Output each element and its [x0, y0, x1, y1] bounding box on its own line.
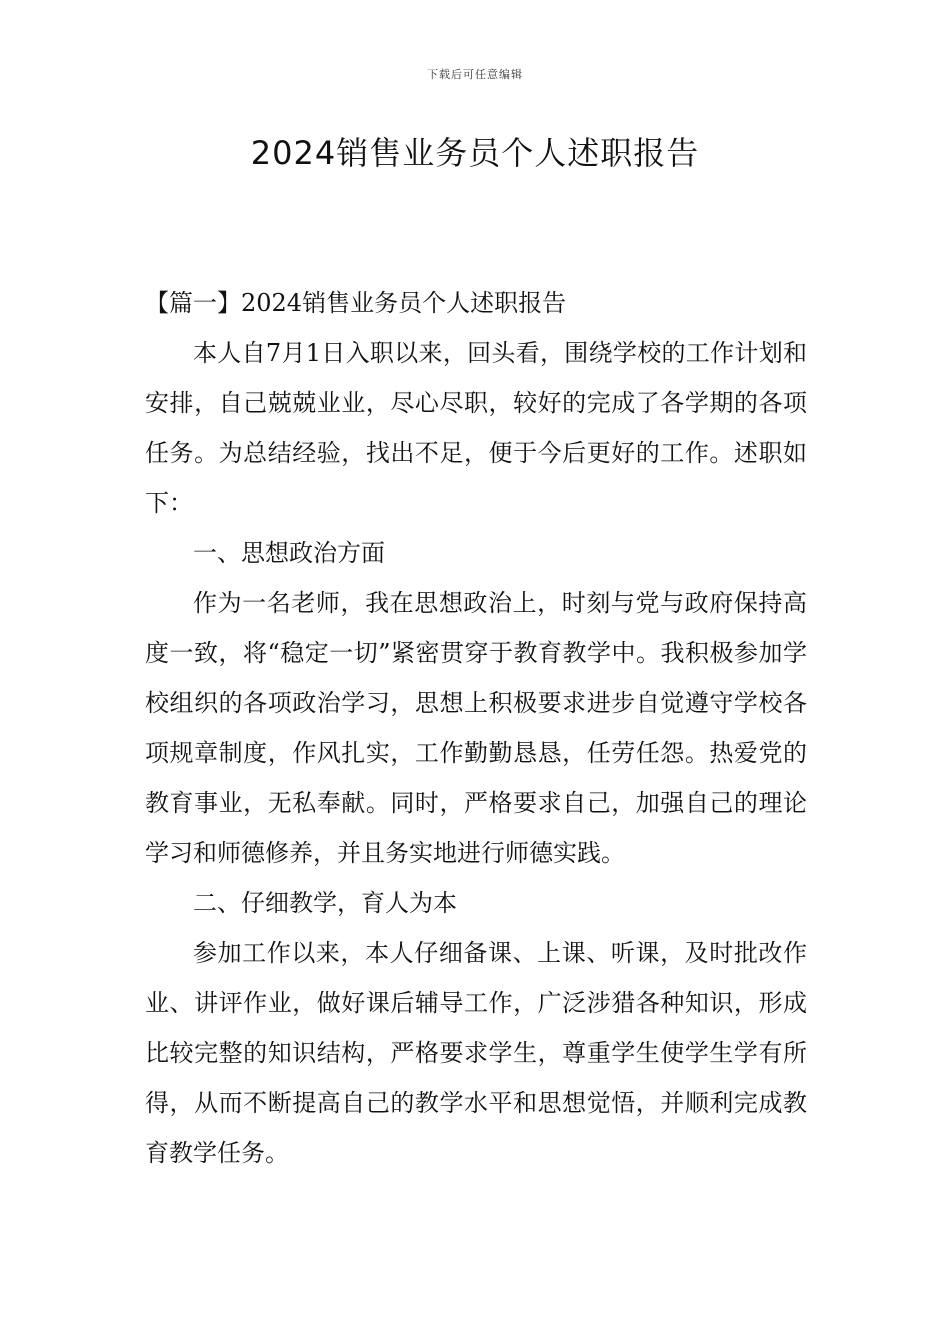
header-note: 下载后可任意编辑 — [427, 68, 523, 81]
paragraph-political: 作为一名老师，我在思想政治上，时刻与党与政府保持高度一致，将“稳定一切”紧密贯穿于教育教学中。我积极参加学校组织的各项政治学习，思想上积极要求进步自觉遵守学校各项规章制度，作风扎实，工作勤勤恳恳，任劳任怨。热爱党的教育事业，无私奉献。同时，严格要求自己，加强自己的理论学习和师德修养，并且务实地进行师德实践。 — [145, 589, 807, 867]
document-body — [145, 278, 807, 1178]
subheading-teaching: 二、仔细教学，育人为本 — [193, 889, 457, 917]
subheading-political: 一、思想政治方面 — [193, 539, 385, 567]
section-heading: 【篇一】2024销售业务员个人述职报告 — [145, 289, 567, 317]
paragraph-intro: 本人自7月1日入职以来，回头看，围绕学校的工作计划和安排，自己兢兢业业，尽心尽职，较好的完成了各学期的各项任务。为总结经验，找出不足，便于今后更好的工作。述职如下： — [145, 339, 807, 517]
paragraph-teaching: 参加工作以来，本人仔细备课、上课、听课，及时批改作业、讲评作业，做好课后辅导工作，广泛涉猎各种知识，形成比较完整的知识结构，严格要求学生，尊重学生使学生学有所得，从而不断提高自己的教学水平和思想觉悟，并顺利完成教育教学任务。 — [145, 939, 807, 1167]
document-title: 2024销售业务员个人述职报告 — [250, 134, 700, 172]
